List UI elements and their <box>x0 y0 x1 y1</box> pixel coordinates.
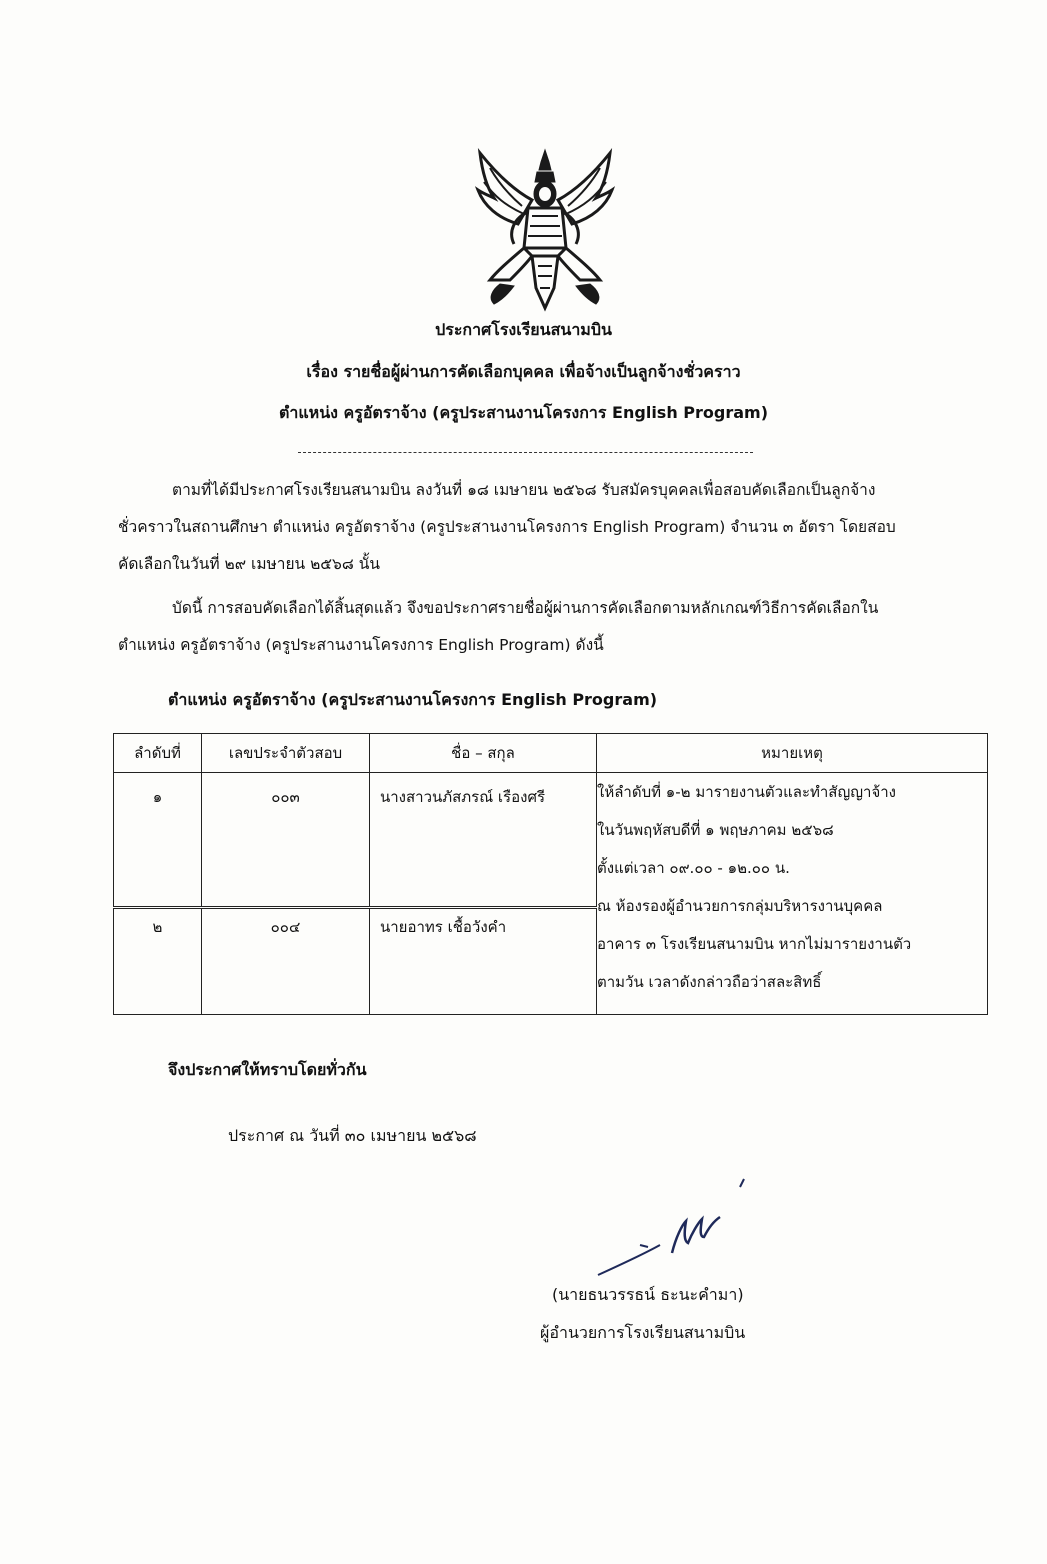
garuda-emblem-icon <box>470 148 620 313</box>
remark-line: ในวันพฤหัสบดีที่ ๑ พฤษภาคม ๒๕๖๘ <box>597 821 834 839</box>
title-divider <box>298 452 753 453</box>
row-order: ๑ <box>114 773 202 908</box>
signer-title: ผู้อำนวยการโรงเรียนสนามบิน <box>540 1323 746 1342</box>
results-table <box>113 733 988 1015</box>
header-remark: หมายเหตุ <box>597 734 988 773</box>
announcement-subject: เรื่อง รายชื่อผู้ผ่านการคัดเลือกบุคคล เพื่อจ้างเป็นลูกจ้างชั่วคราว <box>306 362 741 381</box>
row-exam-id: ๐๐๓ <box>202 773 370 908</box>
header-exam-id: เลขประจำตัวสอบ <box>202 734 370 773</box>
announce-date: ประกาศ ณ วันที่ ๓๐ เมษายน ๒๕๖๘ <box>228 1126 477 1145</box>
signer-block <box>540 1276 745 1352</box>
announcement-title: ประกาศโรงเรียนสนามบิน <box>435 320 612 339</box>
row-name: นางสาวนภัสภรณ์ เรืองศรี <box>370 773 597 908</box>
paragraph-1-line-1: ตามที่ได้มีประกาศโรงเรียนสนามบิน ลงวันที่ ๑๘ เมษายน ๒๕๖๘ รับสมัครบุคคลเพื่อสอบคัดเลือกเป็นลูกจ้าง <box>172 481 876 499</box>
remark-line: ณ ห้องรองผู้อำนวยการกลุ่มบริหารงานบุคคล <box>597 897 883 915</box>
remark-line: ให้ลำดับที่ ๑-๒ มารายงานตัวและทำสัญญาจ้าง <box>597 783 896 801</box>
row-name: นายอาทร เชื้อวังคำ <box>370 908 597 1015</box>
paragraph-1-line-2: ชั่วคราวในสถานศึกษา ตำแหน่ง ครูอัตราจ้าง (ครูประสานงานโครงการ English Program) จำนวน ๓ อัตรา โดยสอบ <box>118 518 896 536</box>
row-order: ๒ <box>114 908 202 1015</box>
header-name: ชื่อ – สกุล <box>370 734 597 773</box>
paragraph-2-line-1: บัดนี้ การสอบคัดเลือกได้สิ้นสุดแล้ว จึงขอประกาศรายชื่อผู้ผ่านการคัดเลือกตามหลักเกณฑ์วิธีการคัดเลือกใน <box>172 599 879 617</box>
header-order: ลำดับที่ <box>114 734 202 773</box>
remark-line: ตามวัน เวลาดังกล่าวถือว่าสละสิทธิ์ <box>597 973 822 991</box>
paragraph-2-line-2: ตำแหน่ง ครูอัตราจ้าง (ครูประสานงานโครงการ English Program) ดังนี้ <box>118 636 604 654</box>
remark-line: ตั้งแต่เวลา ๐๙.๐๐ - ๑๒.๐๐ น. <box>597 859 790 877</box>
table-row <box>114 773 988 908</box>
announcement-position: ตำแหน่ง ครูอัตราจ้าง (ครูประสานงานโครงการ English Program) <box>278 403 769 422</box>
signer-name: (นายธนวรรธน์ ธะนะคำมา) <box>552 1285 744 1304</box>
closing-statement: จึงประกาศให้ทราบโดยทั่วกัน <box>168 1060 367 1079</box>
remark-line: อาคาร ๓ โรงเรียนสนามบิน หากไม่มารายงานตัว <box>597 935 912 953</box>
remark-cell <box>597 773 988 1015</box>
row-exam-id: ๐๐๔ <box>202 908 370 1015</box>
table-title: ตำแหน่ง ครูอัตราจ้าง (ครูประสานงานโครงการ English Program) <box>168 690 658 709</box>
signature-image <box>590 1175 760 1285</box>
paragraph-1-line-3: คัดเลือกในวันที่ ๒๙ เมษายน ๒๕๖๘ นั้น <box>118 555 380 573</box>
